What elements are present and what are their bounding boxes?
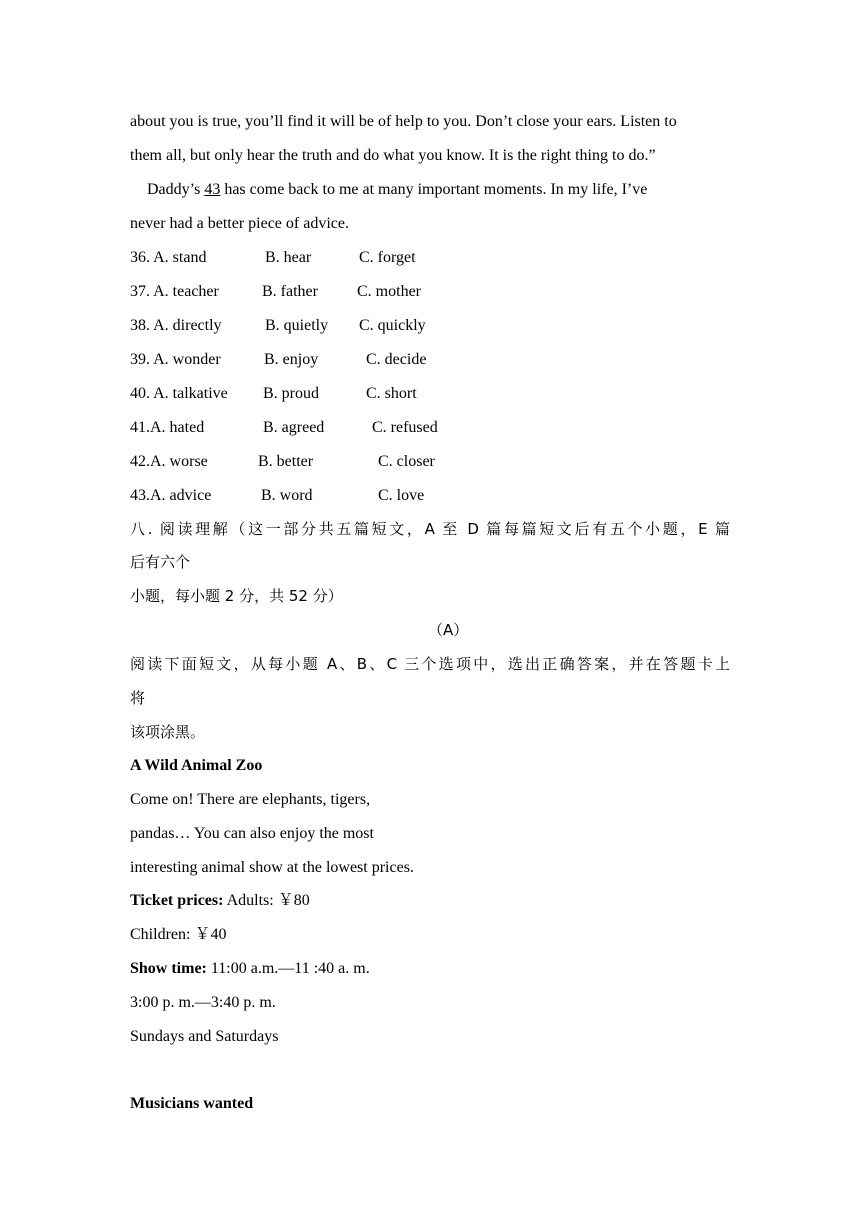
question-43-option-a: 43.A. advice [130,487,212,504]
question-41-option-b: B. agreed [263,419,325,436]
question-38-option-a: 38. A. directly [130,317,222,334]
part-label: （A） [428,621,469,639]
question-43-option-b: B. word [261,487,313,504]
question-37-option-c: C. mother [357,283,421,300]
blank-43: 43 [204,181,221,198]
question-37-option-b: B. father [262,283,318,300]
musicians-ad-title: Musicians wanted [130,1095,254,1112]
zoo-ad-line: interesting animal show at the lowest prices. [130,859,414,876]
question-37-option-a: 37. A. teacher [130,283,219,300]
passage-line: never had a better piece of advice. [130,215,349,232]
instructions-wrap: 将 [130,689,146,707]
passage-line: about you is true, you’ll find it will be of help to you. Don’t close your ears. Listen to [130,113,677,130]
section-heading: 八. 阅读理解（这一部分共五篇短文，A 至 D 篇每篇短文后有五个小题，E 篇 [130,520,730,538]
show-days: Sundays and Saturdays [130,1028,279,1045]
ticket-prices-label: Ticket prices: [130,892,224,909]
question-39-option-b: B. enjoy [264,351,319,368]
question-36-option-b: B. hear [265,249,312,266]
passage-line [147,180,647,200]
zoo-ad-line: pandas… You can also enjoy the most [130,825,374,842]
question-40-option-b: B. proud [263,385,319,402]
question-38-option-b: B. quietly [265,317,329,334]
section-heading-wrap: 小题，每小题 2 分，共 52 分） [130,587,343,605]
show-time-label: Show time: [130,960,207,977]
show-time-afternoon: 3:00 p. m.—3:40 p. m. [130,994,276,1011]
zoo-ad-title: A Wild Animal Zoo [130,757,263,774]
question-42-option-a: 42.A. worse [130,453,208,470]
section-heading-wrap: 后有六个 [130,553,191,571]
question-42-option-c: C. closer [378,453,435,470]
ticket-prices-children: Children: ￥40 [130,926,227,943]
passage-text: Daddy’s [147,181,205,198]
zoo-ad-line: Come on! There are elephants, tigers, [130,791,371,808]
ticket-prices [130,891,310,911]
passage-text: has come back to me at many important moments. In my life, I’ve [220,181,648,198]
question-39-option-a: 39. A. wonder [130,351,221,368]
show-time [130,959,370,979]
passage-line: them all, but only hear the truth and do what you know. It is the right thing to do.” [130,147,656,164]
question-39-option-c: C. decide [366,351,427,368]
show-time-morning: 11:00 a.m.—11 :40 a. m. [206,960,370,977]
ticket-prices-adults: Adults: ￥80 [223,892,310,909]
question-40-option-a: 40. A. talkative [130,385,228,402]
question-38-option-c: C. quickly [359,317,426,334]
question-41-option-c: C. refused [372,419,438,436]
question-42-option-b: B. better [258,453,314,470]
question-43-option-c: C. love [378,487,425,504]
instructions-wrap: 该项涂黑。 [130,723,206,741]
instructions: 阅读下面短文，从每小题 A、B、C 三个选项中，选出正确答案，并在答题卡上 [130,655,730,673]
question-41-option-a: 41.A. hated [130,419,205,436]
question-36-option-a: 36. A. stand [130,249,207,266]
question-36-option-c: C. forget [359,249,416,266]
question-40-option-c: C. short [366,385,417,402]
